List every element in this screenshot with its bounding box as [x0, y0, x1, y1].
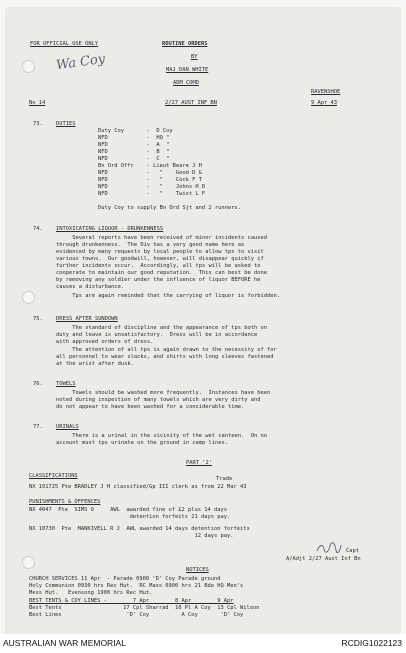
archive-footer	[0, 634, 406, 653]
duty-line: NFD - " Johns H D	[98, 184, 206, 190]
text-line: The attention of all tps is again drawn to the necessity of for	[56, 347, 277, 353]
text-line: through drunkenness. The Div has a very good name here as	[56, 242, 245, 248]
notice-line: Mess Hut. Evensong 1900 hrs Rec Hut.	[29, 590, 153, 596]
punishment-line: detention forfeits 21 days pay.	[29, 514, 231, 520]
para-number: 75.	[33, 316, 43, 322]
signature	[316, 542, 342, 557]
text-line: Tps are again reminded that the carrying of liquor is forbidden.	[56, 293, 280, 299]
para-number: 76.	[33, 381, 43, 387]
text-line: duty and leave is unsatisfactory. Dress will be in accordance	[56, 332, 258, 338]
text-line: all personnel to wear slacks, and shirts with long sleeves fastened	[56, 354, 274, 360]
text-line: do not appear to have been washed for a considerable time.	[56, 404, 245, 410]
text-line: with approved orders of dress.	[56, 339, 154, 345]
para-number: 73.	[33, 121, 43, 127]
para-number: 77.	[33, 424, 43, 430]
text-line: There is a urinal in the vicinity of the wet canteen. On no	[56, 433, 267, 439]
duty-line: Duty Coy - D Coy	[98, 128, 173, 134]
punishment-line: 12 days pay.	[29, 533, 234, 539]
duty-line: Duty Coy to supply Bn Ord Sjt and 2 runners.	[98, 205, 241, 211]
text-line: The standard of discipline and the appearance of tps both on	[56, 325, 267, 331]
notice-line: Best Tents 17 Cpl Sharrad 10 Pl A Coy 13 Cpl Wilson	[29, 605, 260, 611]
text-line: account must tps urinate on the ground in camp lines.	[56, 440, 229, 446]
towels-heading: TOWELS	[56, 381, 76, 387]
duty-line: Bn Ord Offr - Lieut Beare J H	[98, 163, 202, 169]
by-label: BY	[191, 54, 198, 60]
notice-line: CHURCH SERVICES 11 Apr - Parade 0900 'D' Coy Parade ground	[29, 576, 221, 582]
punch-hole	[22, 291, 35, 304]
text-line: Several reports have been received of minor incidents caused	[56, 235, 267, 241]
liquor-heading: INTOXICATING LIQUOR - DRUNKENNESS	[56, 226, 164, 232]
notice-line: Best Lines 'D' Coy A Coy 'D' Coy	[29, 612, 244, 618]
duty-line: NFD - " Good D G	[98, 170, 202, 176]
signature-scribble	[316, 542, 342, 554]
unit-name: 2/27 AUST INF BN	[165, 100, 217, 106]
duty-line: NFD - C "	[98, 156, 170, 162]
text-line: various towns. Our goodwill, however, will disappear quickly if	[56, 256, 264, 262]
signature-role: A/Adjt 2/27 Aust Inf Bn	[286, 556, 361, 562]
text-line: causes a disturbance.	[56, 284, 125, 290]
punishment-line: NX 10730 Pte MANKIVELL R J AWL awarded 14 days detention forfeits	[29, 526, 250, 532]
text-line: cooperate to maintain our good reputation. This can best be done	[56, 270, 267, 276]
notice-line: BEST TENTS & COY LINES - 7 Apr 8 Apr 9 Apr	[29, 598, 234, 604]
urinals-heading: URINALS	[56, 424, 79, 430]
punishment-line: NX 4047 Pte SIMS O AWL awarded fine of £2 plus 14 days	[29, 507, 227, 513]
part-two-heading: PART '2'	[186, 460, 212, 466]
classifications-heading: CLASSIFICATIONS	[29, 473, 78, 479]
text-line: by removing any soldier under the influence of liquor BEFORE he	[56, 277, 261, 283]
duty-line: NFD - B "	[98, 149, 170, 155]
author-name: MAJ DAN WHITE	[166, 67, 209, 73]
signature-rank: Capt	[346, 548, 359, 554]
text-line: evidenced by many requests by local people to allow tps to visit	[56, 249, 264, 255]
text-line: at the wrist after dusk.	[56, 361, 134, 367]
para-number: 74.	[33, 226, 43, 232]
text-line: further incidents occur. Accordingly, all tps will be asked to	[56, 263, 261, 269]
duties-heading: DUTIES	[56, 121, 76, 127]
punch-hole	[22, 556, 35, 569]
trade-insertion: Trade	[216, 476, 233, 482]
duty-line: NFD - " Cock F T	[98, 177, 202, 183]
notice-line: Holy Communion 0930 hrs Rec Hut. RC Mass 0900 hrs 21 Bde HQ Men's	[29, 583, 244, 589]
archive-reference: RCDIG1022123	[341, 638, 402, 648]
duty-line: NFD - A "	[98, 142, 170, 148]
classification-entry: NX 101725 Pte BRADLEY J H classified/Gp III clerk as from 22 Mar 43	[29, 484, 247, 490]
location: RAVENSHOE	[311, 89, 341, 95]
order-number: No 14	[29, 100, 46, 106]
official-use-heading: FOR OFFICIAL USE ONLY	[30, 41, 99, 47]
document-title: ROUTINE ORDERS	[162, 41, 208, 47]
author-role: ADM COMD	[173, 80, 199, 86]
order-date: 9 Apr 43	[311, 100, 337, 106]
punch-hole	[22, 60, 35, 73]
text-line: Towels should be washed more frequently. Instances have been	[56, 390, 271, 396]
archive-name: AUSTRALIAN WAR MEMORIAL	[3, 638, 126, 648]
dress-heading: DRESS AFTER SUNDOWN	[56, 316, 118, 322]
punishments-heading: PUNISHMENTS & OFFENCES	[29, 499, 101, 505]
duty-line: NFD - HQ "	[98, 135, 170, 141]
handwritten-note: Wa Coy	[55, 51, 107, 74]
text-line: noted during inspection of many towels which are very dirty and	[56, 397, 261, 403]
duty-line: NFD - " Twist L F	[98, 191, 206, 197]
notices-heading: NOTICES	[186, 567, 209, 573]
